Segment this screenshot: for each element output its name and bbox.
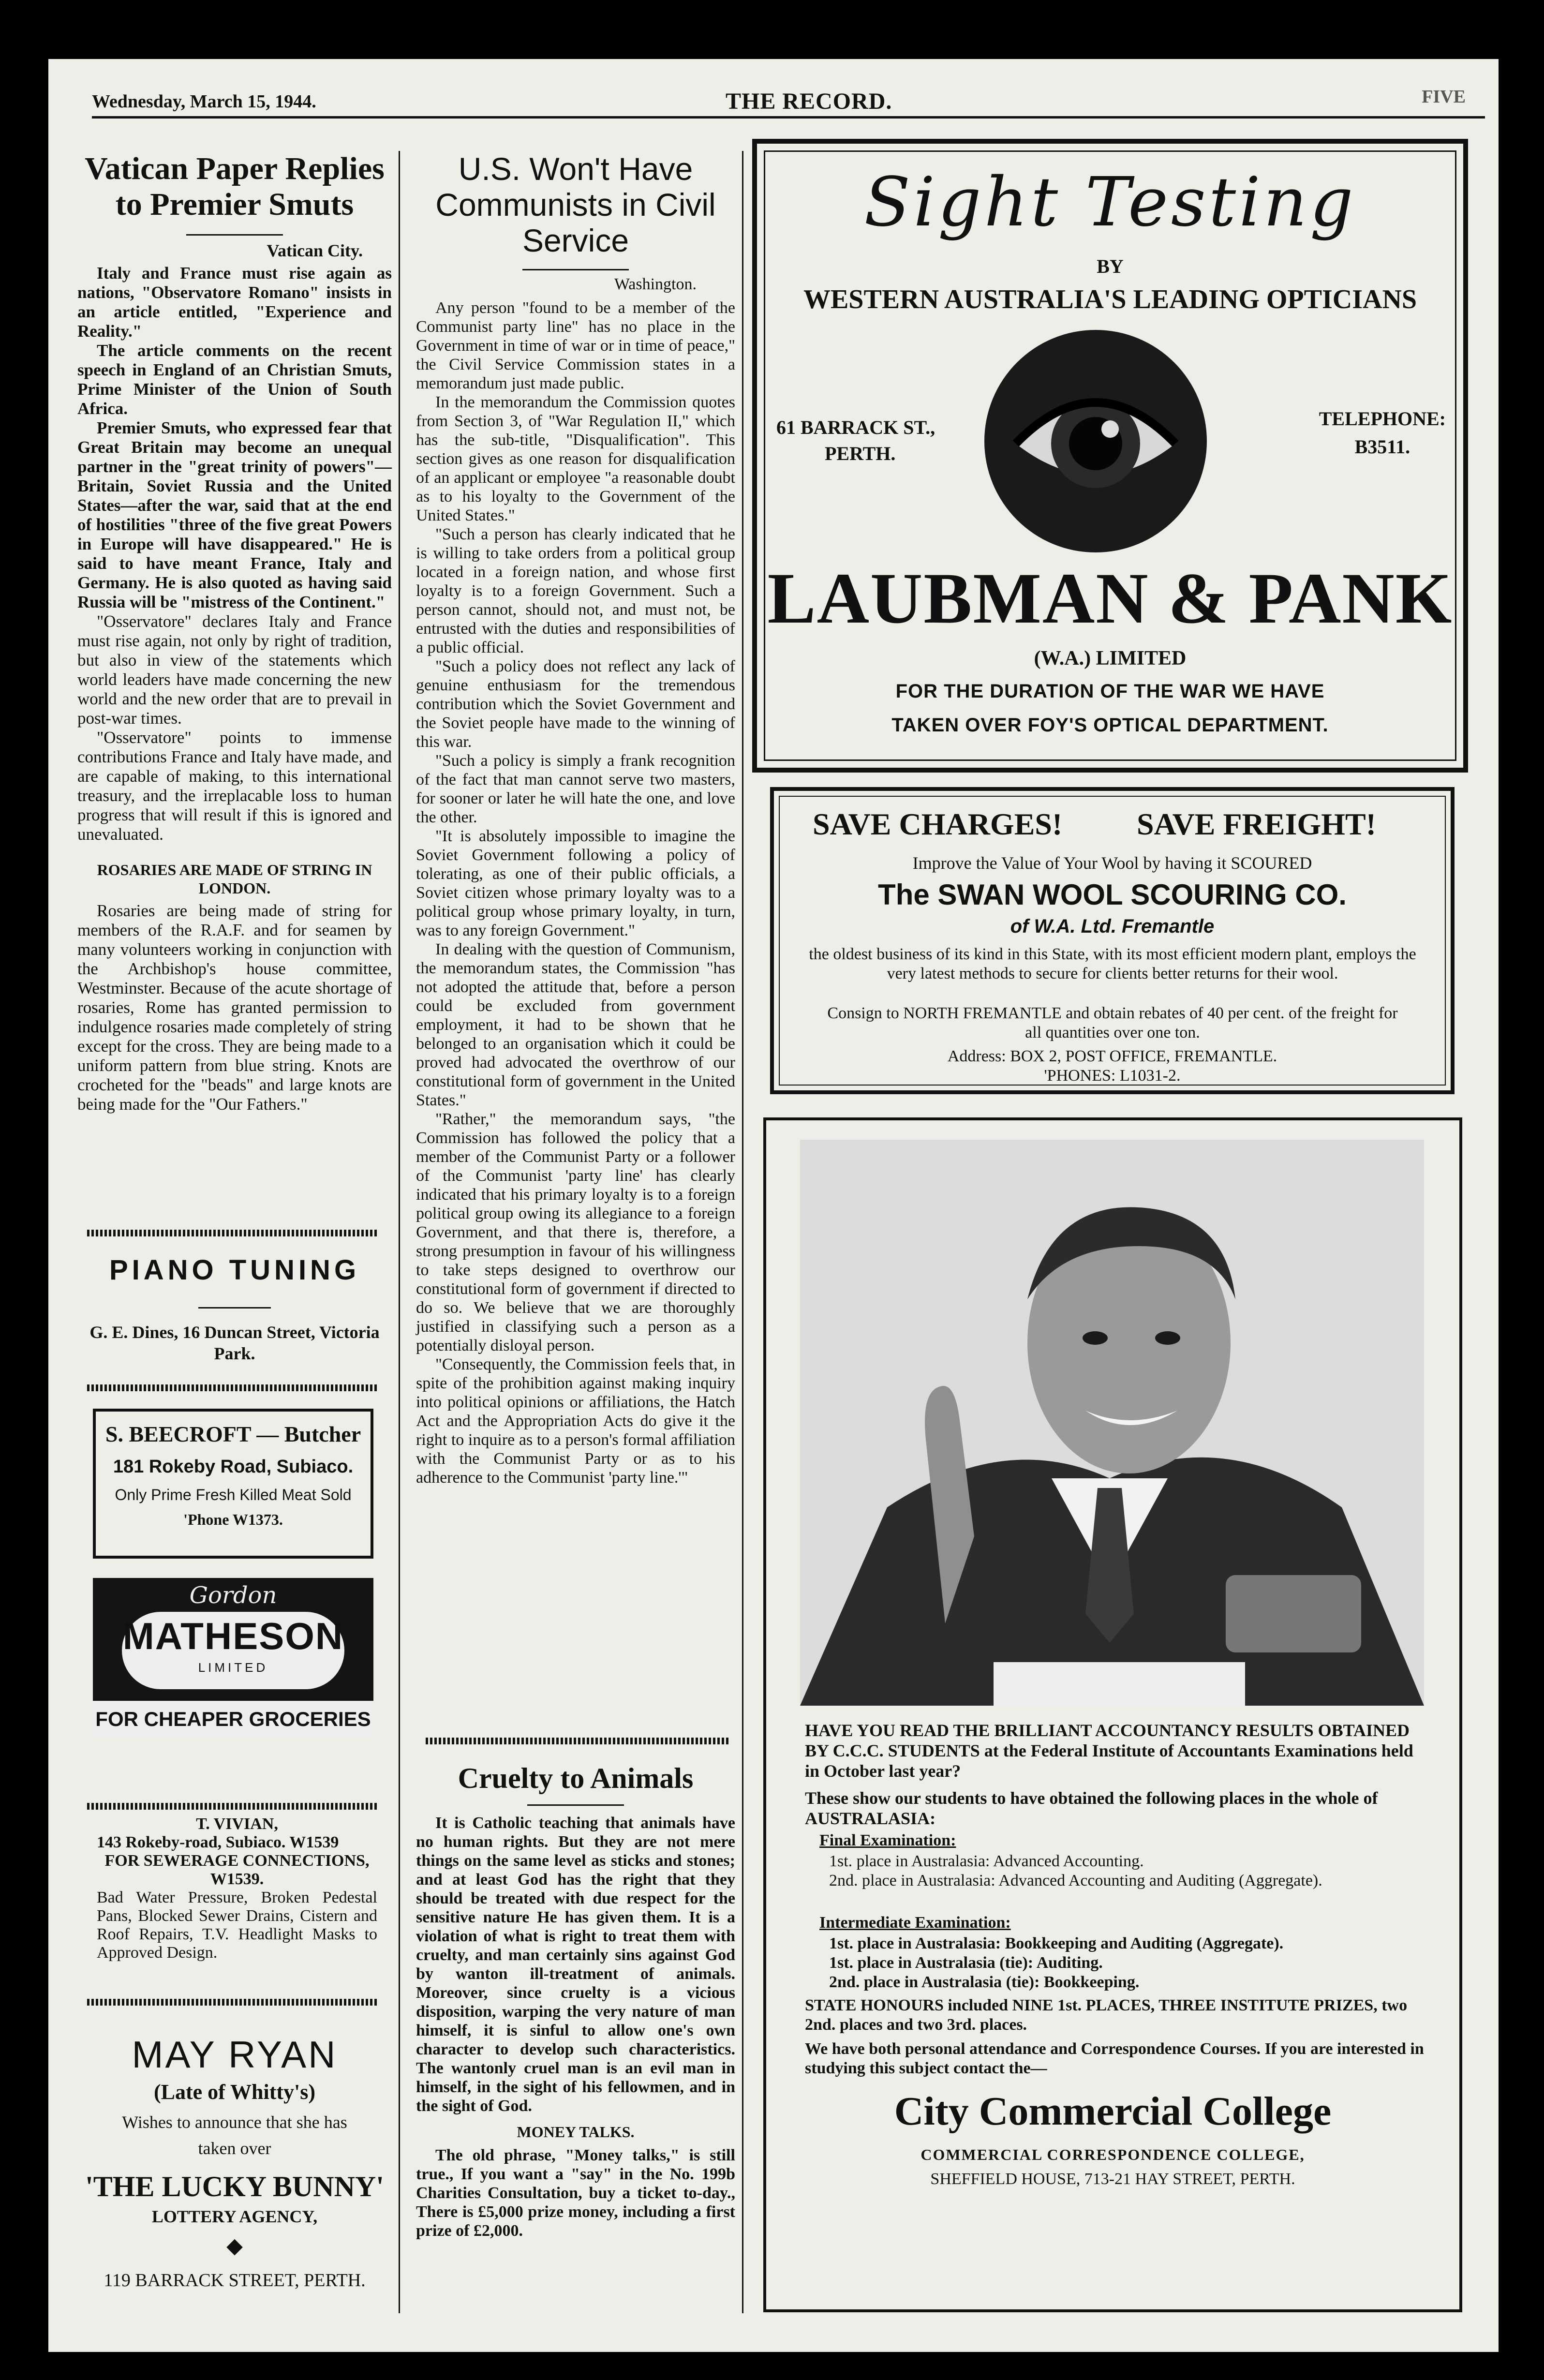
usa-body [416, 298, 735, 1487]
headline-rule [522, 269, 629, 270]
mayryan-agency: LOTTERY AGENCY, [151, 2207, 318, 2226]
divider [87, 1999, 377, 2006]
page-number: FIVE [1422, 87, 1466, 107]
cruelty-headline: Cruelty to Animals [458, 1762, 694, 1794]
headline-rule [186, 234, 283, 236]
beecroft-line: Only Prime Fresh Killed Meat Sold [115, 1486, 352, 1503]
list-item: 2nd. place in Australasia (tie): Bookkeeping. [829, 1973, 1140, 1991]
vivian-text: Bad Water Pressure, Broken Pedestal Pans, Blocked Sewer Drains, Cistern and Roof Repairs, T.V. Headlight Masks to Approved Design. [97, 1889, 377, 1962]
masthead-rule [92, 116, 1485, 119]
paragraph: "Rather," the memorandum says, "the Commission has followed the policy that a member of the Communist Party or a follower of the Communist 'party line' has clearly indicated that his primary loyalty is to a foreign political group owing its allegiance to a foreign Government, and that there is, therefore, a strong presumption in favour of his willingness to take steps designed to overthrow our constitutional form of government if directed to do so. We believe that we are thoroughly justified in classifying such a person as a potentially disloyal person. [416, 1110, 735, 1354]
divider [87, 1803, 377, 1810]
laubman-duration-2: TAKEN OVER FOY'S OPTICAL DEPARTMENT. [891, 714, 1329, 736]
laubman-telephone [1319, 405, 1446, 461]
paragraph: "It is absolutely impossible to imagine the Soviet Government following a policy of tolerating, as one of their public officials, a Soviet citizen whose primary loyalty was to a political group whose primary loyalty, in turn, was to any foreign Government." [416, 827, 735, 939]
paragraph: "Such a person has clearly indicated that he is willing to take orders from a political group located in a foreign nation, and whose first loyalty is to a foreign Government. Such a person cannot, should not, and must not, be entrusted with the duties and responsibilities of a public official. [416, 525, 735, 656]
laubman-opticians: WESTERN AUSTRALIA'S LEADING OPTICIANS [803, 284, 1417, 314]
telephone-label: TELEPHONE: [1319, 408, 1446, 430]
address-line: 61 BARRACK ST., [776, 416, 935, 438]
money-headline: MONEY TALKS. [517, 2123, 635, 2141]
vivian-ad [97, 1815, 377, 1962]
paragraph: In the memorandum the Commission quotes from Section 3, of "War Regulation II," which has the sub-title, "Disqualification". This section gives as one reason for disqualification of an applicant or employee "a reasonable doubt as to his loyalty to the Government of the United States." [416, 393, 735, 524]
cruelty-article [416, 1762, 735, 2240]
laubman-duration-1: FOR THE DURATION OF THE WAR WE HAVE [895, 681, 1325, 702]
matheson-ad [93, 1578, 373, 1738]
matheson-name: MATHESON [122, 1615, 344, 1657]
intermediate-heading: Intermediate Examination: [819, 1914, 1011, 1932]
swan-phones: 'PHONES: L1031-2. [1044, 1067, 1181, 1085]
matheson-oval [122, 1612, 344, 1689]
paragraph: "Osservatore" declares Italy and France must rise again, not only by right of tradition, but also in view of the statements which world leaders have made concerning the new world and the new order that are to prevail in post-war times. [77, 612, 392, 728]
laubman-address [776, 415, 935, 467]
paragraph: The old phrase, "Money talks," is still true., If you want a "say" in the No. 199b Charities Consultation, buy a ticket to-day., There is £5,000 prize money, including a first prize of £2,000. [416, 2146, 735, 2240]
column-rule [742, 151, 743, 2313]
sight-testing: Sight Testing [864, 163, 1356, 242]
intermediate-list [829, 1934, 1429, 1992]
divider [87, 1230, 377, 1236]
swan-consign: Consign to NORTH FREMANTLE and obtain rebates of 40 per cent. of the freight for all quantities over one ton. [827, 1004, 1398, 1041]
college-name: City Commercial College [894, 2089, 1332, 2134]
college-courses: We have both personal attendance and Correspondence Courses. If you are interested in studying this subject contact the— [805, 2040, 1424, 2077]
laubman-by: BY [1097, 255, 1124, 277]
matheson-tagline: FOR CHEAPER GROCERIES [93, 1699, 373, 1738]
portrait-photo [800, 1140, 1424, 1706]
swan-wool-ad [770, 787, 1455, 1094]
portrait-illustration [800, 1140, 1424, 1706]
diamond-icon: ◆ [226, 2234, 243, 2258]
divider [87, 1384, 377, 1391]
mayryan-wishes: Wishes to announce that she has taken over [122, 2112, 347, 2158]
college-show: These show our students to have obtained the following places in the whole of AUSTRALASIA: [805, 1788, 1378, 1828]
headline-rule [527, 1804, 624, 1806]
vivian-service: FOR SEWERAGE CONNECTIONS, W1539. [104, 1852, 370, 1888]
vatican-headline: Vatican Paper Replies to Premier Smuts [85, 151, 385, 222]
money-body [416, 2146, 735, 2240]
eye-icon [982, 327, 1209, 555]
save-charges: SAVE CHARGES! [813, 807, 1063, 841]
paragraph: "Consequently, the Commission feels that, in spite of the prohibition against making inquiry into political opinions or affiliations, the Hatch Act and the Appropriation Acts do give it the right to inquire as to a person's formal affiliation with the Communist Party or as to his adherence to the Communist 'party line.'" [416, 1355, 735, 1487]
final-list [829, 1852, 1429, 1890]
laubman-name: LAUBMAN & PANK [767, 558, 1453, 639]
divider [426, 1738, 730, 1744]
mayryan-name: MAY RYAN [132, 2033, 338, 2076]
mayryan-address: 119 BARRACK STREET, PERTH. [104, 2270, 366, 2291]
college-sub: COMMERCIAL CORRESPONDENCE COLLEGE, [920, 2146, 1305, 2163]
swan-address: Address: BOX 2, POST OFFICE, FREMANTLE. [947, 1047, 1277, 1065]
usa-headline: U.S. Won't Have Communists in Civil Service [435, 151, 716, 258]
college-address: SHEFFIELD HOUSE, 713-21 HAY STREET, PERTH. [930, 2170, 1295, 2188]
swan-text: the oldest business of its kind in this State, with its most efficient modern plant, employs the very latest methods to secure for clients better returns for their wool. [809, 945, 1416, 982]
paragraph: Any person "found to be a member of the Communist party line" has no place in the Government in time of war or in time of peace," the Civil Service Commission states in a memorandum just made public. [416, 299, 735, 392]
mayryan-late: (Late of Whitty's) [153, 2080, 316, 2104]
vivian-address: 143 Rokeby-road, Subiaco. W1539 [97, 1833, 339, 1851]
newspaper-page [48, 59, 1499, 2352]
paragraph: It is Catholic teaching that animals have no human rights. But they are not mere things on the same level as sticks and stones; and at least God has the right that they should be treated with due respect for the sensitive nature He has given them. It is a violation of what is right to treat them with cruelty, and man certainly sins against God by wanton ill-treatment of animals. Moreover, since cruelty is a vicious disposition, warping the very nature of man himself, it is sinful to allow one's own character to develop such characteristics. The wantonly cruel man is an evil man in himself, in the sight of his fellowmen, and in the sight of God. [416, 1814, 735, 2115]
list-item: 1st. place in Australasia: Bookkeeping and Auditing (Aggregate). [829, 1934, 1284, 1952]
rosaries-body [77, 901, 392, 1114]
beecroft-phone: 'Phone W1373. [183, 1511, 283, 1528]
issue-date: Wednesday, March 15, 1944. [92, 91, 316, 112]
cruelty-body [416, 1814, 735, 2115]
swan-improve: Improve the Value of Your Wool by having it SCOURED [912, 853, 1312, 873]
mayryan-business: 'THE LUCKY BUNNY' [85, 2171, 384, 2202]
paragraph: Italy and France must rise again as nations, "Observatore Romano" insists in an article entitled, "Experience and Reality." [77, 264, 392, 341]
laubman-ad [752, 139, 1468, 773]
usa-dateline: Washington. [614, 275, 697, 293]
beecroft-name: S. BEECROFT — Butcher [105, 1422, 361, 1446]
telephone-number: B3511. [1354, 436, 1410, 458]
matheson-script: Gordon [189, 1582, 277, 1609]
college-ad [763, 1117, 1462, 2312]
college-intro: HAVE YOU READ THE BRILLIANT ACCOUNTANCY RESULTS OBTAINED BY C.C.C. STUDENTS at the Federal Institute of Accountants Examinations held in October last year? [805, 1721, 1413, 1781]
matheson-limited: LIMITED [198, 1660, 268, 1675]
list-item: 2nd. place in Australasia: Advanced Accounting and Auditing (Aggregate). [829, 1872, 1322, 1889]
final-heading: Final Examination: [819, 1831, 956, 1849]
divider [198, 1307, 271, 1309]
piano-text: G. E. Dines, 16 Duncan Street, Victoria Park. [89, 1323, 380, 1363]
save-freight: SAVE FREIGHT! [1137, 807, 1376, 841]
swan-company: The SWAN WOOL SCOURING CO. [878, 878, 1347, 911]
paragraph: "Osservatore" points to immense contributions France and Italy have made, and are capable of making, to this international treasury, and the irreplacable loss to human progress that will result if this is ignored and unevaluated. [77, 728, 392, 844]
college-honours: STATE HONOURS included NINE 1st. PLACES, THREE INSTITUTE PRIZES, two 2nd. places and two 3rd. places. [805, 1996, 1408, 2034]
newspaper-title: THE RECORD. [726, 89, 892, 114]
swan-of: of W.A. Ltd. Fremantle [1010, 916, 1215, 937]
beecroft-ad [93, 1409, 373, 1559]
paragraph: "Such a policy is simply a frank recognition of the fact that man cannot serve two masters, for sooner or later he will hate the one, and love the other. [416, 752, 735, 826]
column-rule [399, 151, 400, 2313]
vatican-dateline: Vatican City. [267, 241, 363, 260]
column-2 [416, 151, 735, 1487]
list-item: 1st. place in Australasia: Advanced Accounting. [829, 1852, 1144, 1870]
paragraph: "Such a policy does not reflect any lack of genuine enthusiasm for the tremendous contribution which the Soviet Government and the Soviet people have made to the winning of this war. [416, 657, 735, 751]
column-1 [77, 151, 392, 1114]
laubman-limited: (W.A.) LIMITED [1034, 647, 1187, 669]
paragraph: The article comments on the recent speech in England of an Christian Smuts, Prime Minister of the Union of South Africa. [77, 341, 392, 418]
masthead [92, 87, 1485, 119]
mayryan-ad [77, 2033, 392, 2291]
address-line: PERTH. [825, 443, 896, 464]
paragraph: In dealing with the question of Communism, the memorandum states, the Commission "has not adopted the attitude that, before a person could be excluded from government employment, it had to be shown that he belonged to an organisation which it could be proved had advocated the overthrow of our constitutional form of government in the United States." [416, 940, 735, 1109]
paragraph: Rosaries are being made of string for members of the R.A.F. and for seamen by many volunteers working in conjunction with the Archbishop's house committee, Westminster. Because of the acute shortage of rosaries, Rome has granted permission to indulgence rosaries made completely of string except for the cross. They are being made to a uniform pattern from blue string. Knots are crocheted for the "beads" and large knots are being made for the "Our Fathers." [77, 901, 392, 1114]
vivian-name: T. VIVIAN, [196, 1815, 278, 1833]
paragraph: Premier Smuts, who expressed fear that Great Britain may become an unequal partner in the "great trinity of powers"—Britain, Soviet Russia and the United States—after the war, said that at the end of hostilities "three of the five great Powers in Europe will have disappeared." He is said to have meant France, Italy and Germany. He is also quoted as having said Russia will be "mistress of the Continent." [77, 418, 392, 611]
list-item: 1st. place in Australasia (tie): Auditing. [829, 1954, 1103, 1972]
beecroft-address: 181 Rokeby Road, Subiaco. [113, 1457, 354, 1477]
vatican-body [77, 264, 392, 844]
rosaries-headline: ROSARIES ARE MADE OF STRING IN LONDON. [97, 861, 372, 897]
piano-title: PIANO TUNING [109, 1254, 360, 1286]
